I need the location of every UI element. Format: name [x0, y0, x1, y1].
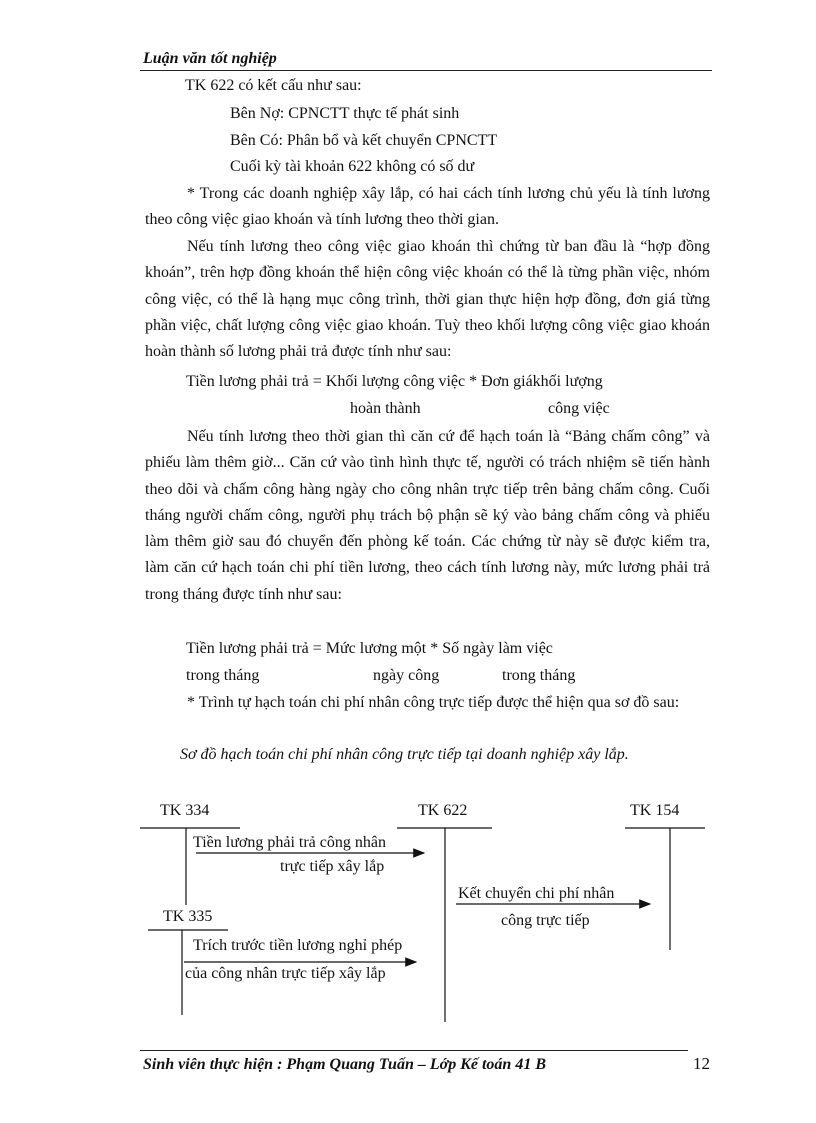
footer-author: Sinh viên thực hiện : Phạm Quang Tuấn – Lớp Kế toán 41 B: [143, 1056, 546, 1073]
formula-sub: hoàn thành: [350, 400, 421, 417]
formula-line: Tiền lương phải trả = Khối lượng công việc * Đơn giákhối lượng: [186, 373, 603, 390]
account-label: TK 622: [418, 802, 468, 819]
paragraph: * Trình tự hạch toán chi phí nhân công trực tiếp được thể hiện qua sơ đồ sau:: [187, 694, 680, 711]
header-title: Luận văn tốt nghiệp: [143, 50, 277, 67]
text-line: Bên Nợ: CPNCTT thực tế phát sinh: [230, 105, 460, 122]
paragraph: Nếu tính lương theo thời gian thì căn cứ để hạch toán là “Bảng chấm công” và phiếu làm thêm giờ... Căn cứ vào tình hình thực tế, người có trách nhiệm sẽ tiến hành theo dõi và chấm công hàng ngày cho công nhân trực tiếp trên bảng chấm công. Cuối tháng người chấm công, người phụ trách bộ phận sẽ ký vào bảng chấm công và phiếu làm thêm giờ sau đó chuyển đến phòng kế toán. Các chứng từ này sẽ được kiểm tra, làm căn cứ hạch toán chi phí tiền lương, theo cách tính lương này, mức lương phải trả trong tháng được tính như sau:: [145, 428, 710, 603]
arrow-label: của công nhân trực tiếp xây lắp: [185, 965, 386, 982]
footer-rule: [140, 1050, 688, 1051]
paragraph: * Trong các doanh nghiệp xây lắp, có hai cách tính lương chủ yếu là tính lương theo công việc giao khoán và tính lương theo thời gian.: [145, 185, 710, 229]
paragraph: Nếu tính lương theo công việc giao khoán thì chứng từ ban đầu là “hợp đồng khoán”, trên hợp đồng khoán thể hiện công việc khoán có thể là từng phần việc, nhóm công việc, có thể là hạng mục công trình, thời gian thực hiện hợp đồng, đơn giá từng phần việc, chất lượng công việc giao khoán. Tuỳ theo khối lượng công việc giao khoán hoàn thành số lương phải trả được tính như sau:: [145, 238, 710, 361]
text-line: Bên Có: Phân bổ và kết chuyển CPNCTT: [230, 132, 498, 149]
arrow-label: Trích trước tiền lương nghỉ phép: [193, 937, 403, 954]
text-line: Cuối kỳ tài khoản 622 không có số dư: [230, 158, 475, 175]
arrow-label: trực tiếp xây lắp: [280, 858, 385, 875]
account-label: TK 334: [160, 802, 210, 819]
arrow-label: công trực tiếp: [501, 912, 590, 929]
text-line: TK 622 có kết cấu như sau:: [185, 77, 362, 94]
account-label: TK 335: [163, 908, 213, 925]
formula-sub: công việc: [548, 400, 610, 417]
diagram-caption: Sơ đồ hạch toán chi phí nhân công trực tiếp tại doanh nghiệp xây lắp.: [180, 746, 629, 763]
arrow-label: Tiền lương phải trả công nhân: [193, 834, 386, 851]
formula-sub: ngày công: [373, 667, 440, 684]
formula-line: Tiền lương phải trả = Mức lương một * Số ngày làm việc: [186, 640, 553, 657]
formula-sub: trong tháng: [186, 667, 260, 684]
page-number: 12: [693, 1054, 710, 1073]
account-label: TK 154: [630, 802, 680, 819]
arrow-label: Kết chuyển chi phí nhân: [458, 885, 615, 902]
formula-sub: trong tháng: [502, 667, 576, 684]
